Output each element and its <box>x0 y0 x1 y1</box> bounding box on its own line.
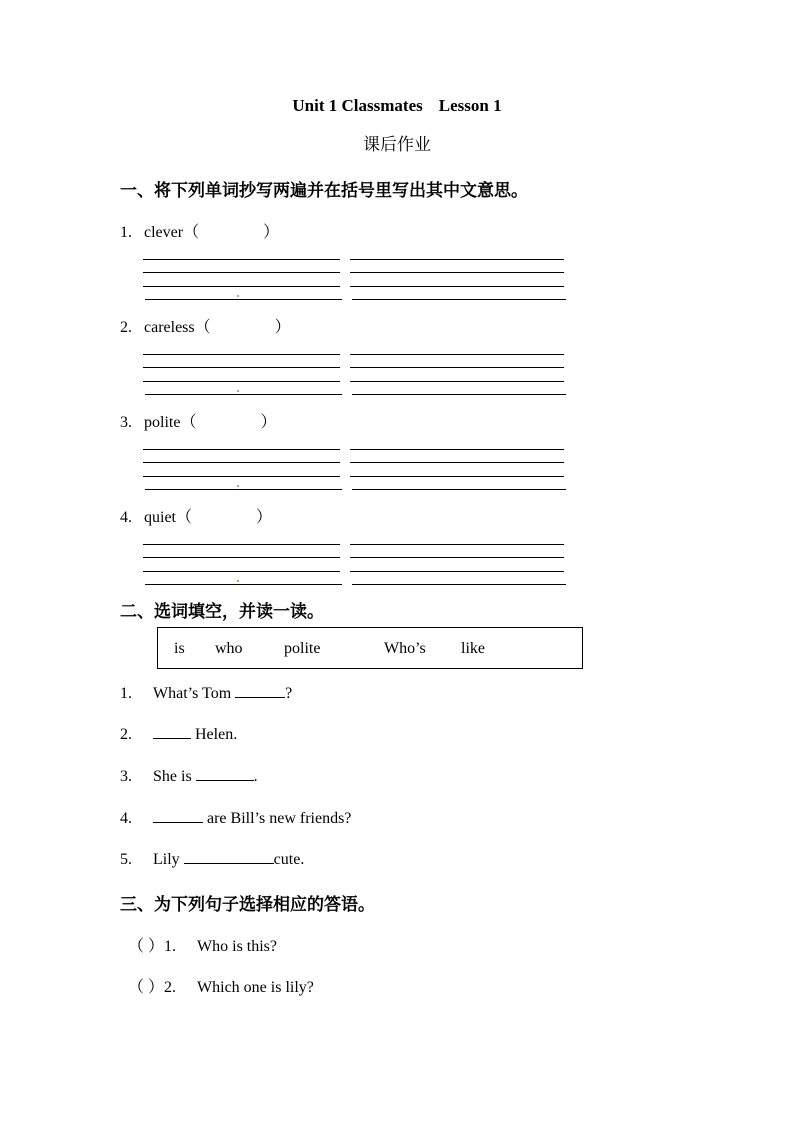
writing-line <box>143 259 340 260</box>
item-number: 4. <box>120 810 132 827</box>
item-number: 1. <box>164 938 177 955</box>
paren-close: ） <box>260 414 277 431</box>
writing-line <box>143 272 340 273</box>
speck-mark <box>237 390 239 392</box>
paren-close: ） <box>263 224 280 241</box>
writing-line <box>143 544 340 545</box>
item-number: 1. <box>120 224 132 241</box>
word-text: polite <box>144 414 181 431</box>
writing-line <box>350 381 564 382</box>
speck-mark <box>237 580 239 582</box>
paren-open: （ <box>194 319 211 336</box>
sentence-part: cute. <box>273 851 305 868</box>
speck-mark <box>237 485 239 487</box>
writing-lines-2[interactable] <box>143 354 568 398</box>
word-bank <box>157 627 583 669</box>
answer-bracket[interactable]: （ ） <box>128 938 165 955</box>
writing-line <box>143 476 340 477</box>
copy-word-3 <box>120 409 276 432</box>
writing-line <box>143 557 340 558</box>
item-number: 3. <box>120 414 132 431</box>
word-text: careless <box>144 319 195 336</box>
sentence-part: are Bill’s new friends? <box>203 810 352 827</box>
page-title <box>0 96 794 116</box>
answer-bracket[interactable]: （ ） <box>128 979 165 996</box>
item-number: 2. <box>120 319 132 336</box>
answer-blank[interactable] <box>184 849 274 864</box>
question-text: Which one is lily? <box>197 979 314 996</box>
writing-line <box>145 584 342 585</box>
writing-line <box>350 286 564 287</box>
sentence-part: . <box>253 768 258 785</box>
item-number: 2. <box>120 726 132 743</box>
writing-line <box>143 462 340 463</box>
writing-line <box>350 449 564 450</box>
writing-line <box>352 299 566 300</box>
writing-lines-3[interactable] <box>143 449 568 493</box>
sentence-part: Helen. <box>191 726 238 743</box>
word-bank-item: Who’s <box>384 640 426 657</box>
writing-lines-4[interactable] <box>143 544 568 588</box>
writing-line <box>145 394 342 395</box>
word-text: clever <box>144 224 184 241</box>
copy-word-2 <box>120 314 291 337</box>
title-lesson: Lesson 1 <box>438 96 502 115</box>
answer-blank[interactable] <box>196 766 254 781</box>
paren-open: （ <box>180 414 197 431</box>
writing-lines-1[interactable] <box>143 259 568 303</box>
word-bank-item: who <box>215 640 243 657</box>
fill-blank-2 <box>120 724 237 744</box>
writing-line <box>352 489 566 490</box>
item-number: 3. <box>120 768 132 785</box>
writing-line <box>350 571 564 572</box>
sentence-part: She is <box>153 768 196 785</box>
paren-close: ） <box>274 319 291 336</box>
writing-line <box>143 354 340 355</box>
word-bank-item: polite <box>284 640 321 657</box>
item-number: 2. <box>164 979 177 996</box>
writing-line <box>143 367 340 368</box>
writing-line <box>145 299 342 300</box>
answer-blank[interactable] <box>153 808 203 823</box>
writing-line <box>350 476 564 477</box>
section-2-heading: 二、选词填空，并读一读。 <box>120 602 324 622</box>
paren-close: ） <box>256 509 273 526</box>
writing-line <box>143 449 340 450</box>
writing-line <box>143 381 340 382</box>
writing-line <box>350 557 564 558</box>
answer-blank[interactable] <box>153 724 191 739</box>
writing-line <box>350 462 564 463</box>
paren-open: （ <box>176 509 193 526</box>
sentence-part: What’s Tom <box>153 685 236 702</box>
fill-blank-5 <box>120 849 304 869</box>
item-number: 4. <box>120 509 132 526</box>
writing-line <box>143 571 340 572</box>
item-number: 1. <box>120 685 132 702</box>
sentence-part: Lily <box>153 851 184 868</box>
writing-line <box>352 584 566 585</box>
fill-blank-3 <box>120 766 258 786</box>
writing-line <box>350 367 564 368</box>
word-bank-item: is <box>174 640 185 657</box>
writing-line <box>143 286 340 287</box>
question-text: Who is this? <box>197 938 278 955</box>
answer-blank[interactable] <box>235 683 285 698</box>
word-text: quiet <box>144 509 176 526</box>
writing-line <box>350 259 564 260</box>
copy-word-1 <box>120 219 279 242</box>
writing-line <box>352 394 566 395</box>
writing-line <box>350 272 564 273</box>
fill-blank-4 <box>120 808 351 828</box>
section-3-heading: 三、为下列句子选择相应的答语。 <box>120 895 375 915</box>
section-1-heading: 一、将下列单词抄写两遍并在括号里写出其中文意思。 <box>120 181 528 201</box>
page-subtitle: 课后作业 <box>363 135 431 155</box>
copy-word-4 <box>120 504 272 527</box>
item-number: 5. <box>120 851 132 868</box>
match-item-1 <box>128 933 277 956</box>
speck-mark <box>237 295 239 297</box>
title-unit: Unit 1 Classmates <box>292 96 423 115</box>
match-item-2 <box>128 974 314 997</box>
fill-blank-1 <box>120 683 292 703</box>
writing-line <box>350 354 564 355</box>
writing-line <box>350 544 564 545</box>
writing-line <box>145 489 342 490</box>
word-bank-item: like <box>461 640 485 657</box>
sentence-part: ? <box>285 685 293 702</box>
paren-open: （ <box>183 224 200 241</box>
